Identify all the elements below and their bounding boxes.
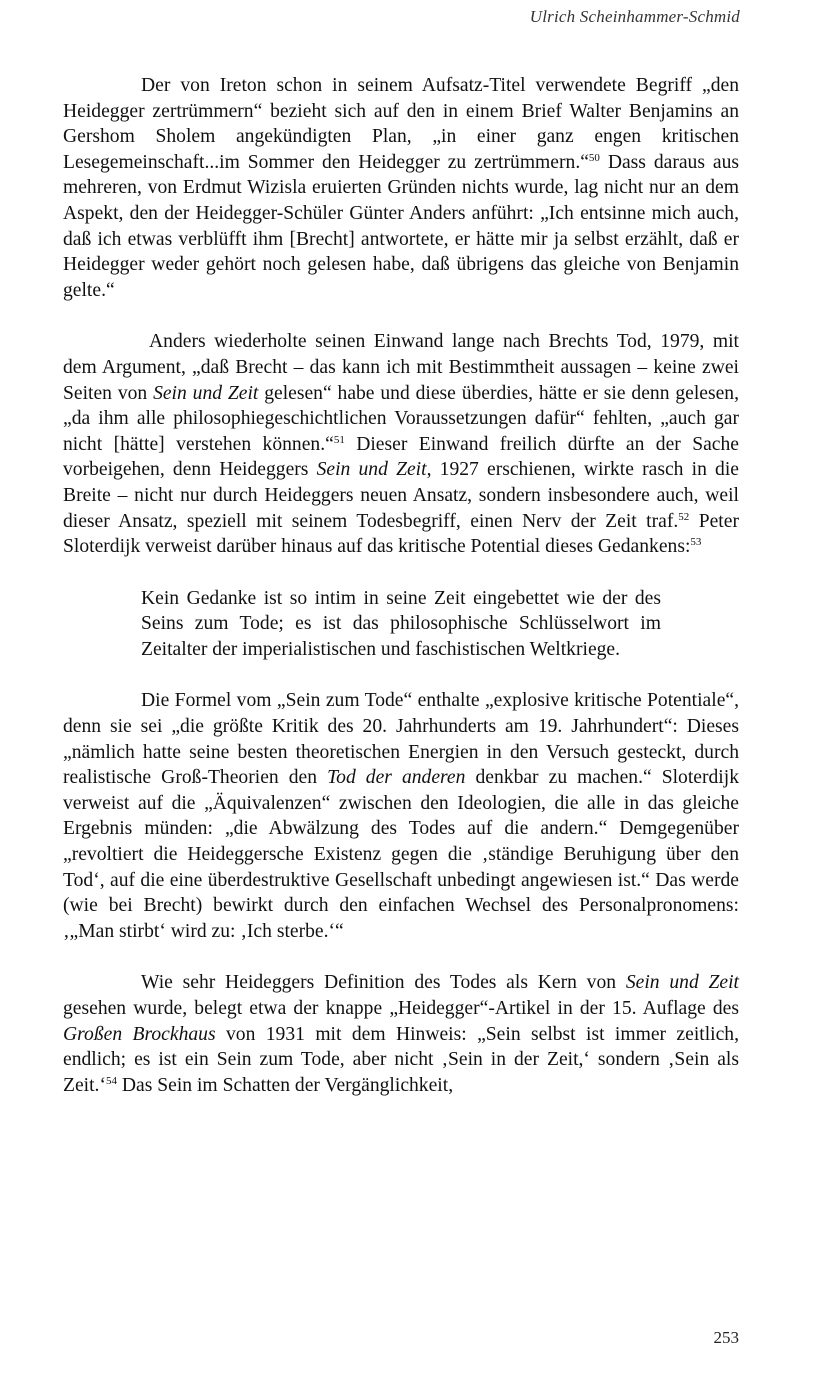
page-number: 253 [713,1328,739,1347]
paragraph-text: gesehen wurde, belegt etwa der knappe „Heidegger“-Artikel in der 15. Auflage des [63,998,739,1019]
footnote-ref-52[interactable]: 52 [678,510,690,523]
paragraph-text: Die Formel vom „Sein zum Tode“ enthalte „explosive kritische Potentiale“, denn sie sei „die größte Kritik des 20. Jahrhunderts am 19. Jahrhundert“: Dieses „nämlich hatte seine besten theoretischen Energien in den Versuch gesteckt, durch realistische Groß-Theorien den [63,690,739,789]
italic-title: Sein und Zeit [625,972,739,994]
paragraph-2 [63,329,739,559]
paragraph-text: Dieser Einwand freilich dürfte an der Sache vorbeigehen, denn Heideggers [63,433,739,481]
paragraph-text: denkbar zu machen.“ Sloterdijk verweist auf die „Äquivalenzen“ zwischen den Ideologien, die alle in das gleiche Ergebnis münden: „die Abwälzung des Todes auf die andern.“ Demgegenüber „revoltiert die Heideggersche Existenz gegen die ‚ständige Beruhigung über den Tod‘, auf die eine überdestruktive Gesellschaft unbedingt angewiesen ist.“ Das werde (wie bei Brecht) bewirkt durch den einfachen Wechsel des Personalpronomens: ‚„Man stirbt‘ wird zu: ‚Ich sterbe.‘“ [63,767,739,942]
footnote-ref-51[interactable]: 51 [333,433,345,446]
running-head: Ulrich Scheinhammer-Schmid [529,7,740,26]
paragraph-text: Wie sehr Heideggers Definition des Todes als Kern von [141,972,626,994]
paragraph-3 [63,688,739,944]
footnote-ref-50[interactable]: 50 [588,151,600,164]
italic-title: Großen Brockhaus [63,1023,216,1045]
paragraph-text: Dass daraus aus mehreren, von Erdmut Wizisla eruierten Gründen nichts wurde, lag nicht nur an dem Aspekt, den der Heidegger-Schüler Günter Anders anführt: „Ich entsinne mich auch, daß ich etwas verblüfft ihm [Brecht] antwortete, er hätte mir ja selbst erzählt, daß er Heidegger weder gehört noch gelesen habe, daß übrigens das gleiche von Benjamin gelte.“ [63,151,739,301]
paragraph-text: , 1927 erschienen, wirkte rasch in die Breite – nicht nur durch Heideggers neuen Ansatz, sondern insbesondere auch, weil dieser Ansatz, speziell mit seinem Todesbegriff, einen Nerv der Zeit traf. [63,459,739,532]
italic-title: Sein und Zeit [316,459,427,481]
footnote-ref-54[interactable]: 54 [105,1074,117,1087]
body-text [63,73,739,1098]
paragraph-gap [63,303,739,329]
paragraph-text: Peter Sloterdijk verweist darüber hinaus auf das kritische Potential dieses Gedankens: [63,510,739,558]
block-quote: Kein Gedanke ist so intim in seine Zeit eingebettet wie der des Seins zum Tode; es ist das philosophische Schlüsselwort im Zeitalter der imperialistischen und faschistischen Weltkriege. [141,587,661,660]
paragraph-text: Der von Ireton schon in seinem Aufsatz-Titel verwendete Begriff „den Heidegger zertrümmern“ bezieht sich auf den in einem Brief Walter Benjamins an Gershom Sholem angekündigten Plan, „in einer ganz engen kritischen Lesegemeinschaft...im Sommer den Heidegger zu zertrümmern.“ [63,75,739,173]
footnote-ref-53[interactable]: 53 [690,536,702,549]
paragraph-4 [63,970,739,1098]
paragraph-1 [63,73,739,303]
paragraph-gap [63,662,739,688]
paragraph-gap [63,560,739,586]
italic-phrase: Tod der anderen [327,767,466,789]
paragraph-gap [63,944,739,970]
paragraph-text: Anders wiederholte seinen Einwand lange nach Brechts Tod, 1979, mit dem Argument, „daß Brecht – das kann ich mit Bestimmtheit aussagen – keine zwei Seiten von [63,331,739,404]
paragraph-text: gelesen“ habe und diese überdies, hätte er sie denn gelesen, „da ihm alle philosophiegeschichtlichen Voraussetzungen dafür“ fehlten, „auch gar nicht [hätte] verstehen können.“ [63,382,739,455]
paragraph-text: Das Sein im Schatten der Vergänglichkeit, [116,1074,454,1096]
paragraph-text: von 1931 mit dem Hinweis: „Sein selbst ist immer zeitlich, endlich; es ist ein Sein zum Tode, aber nicht ‚Sein in der Zeit,‘ sondern ‚Sein als Zeit.‘ [63,1023,739,1096]
italic-title: Sein und Zeit [153,382,259,404]
